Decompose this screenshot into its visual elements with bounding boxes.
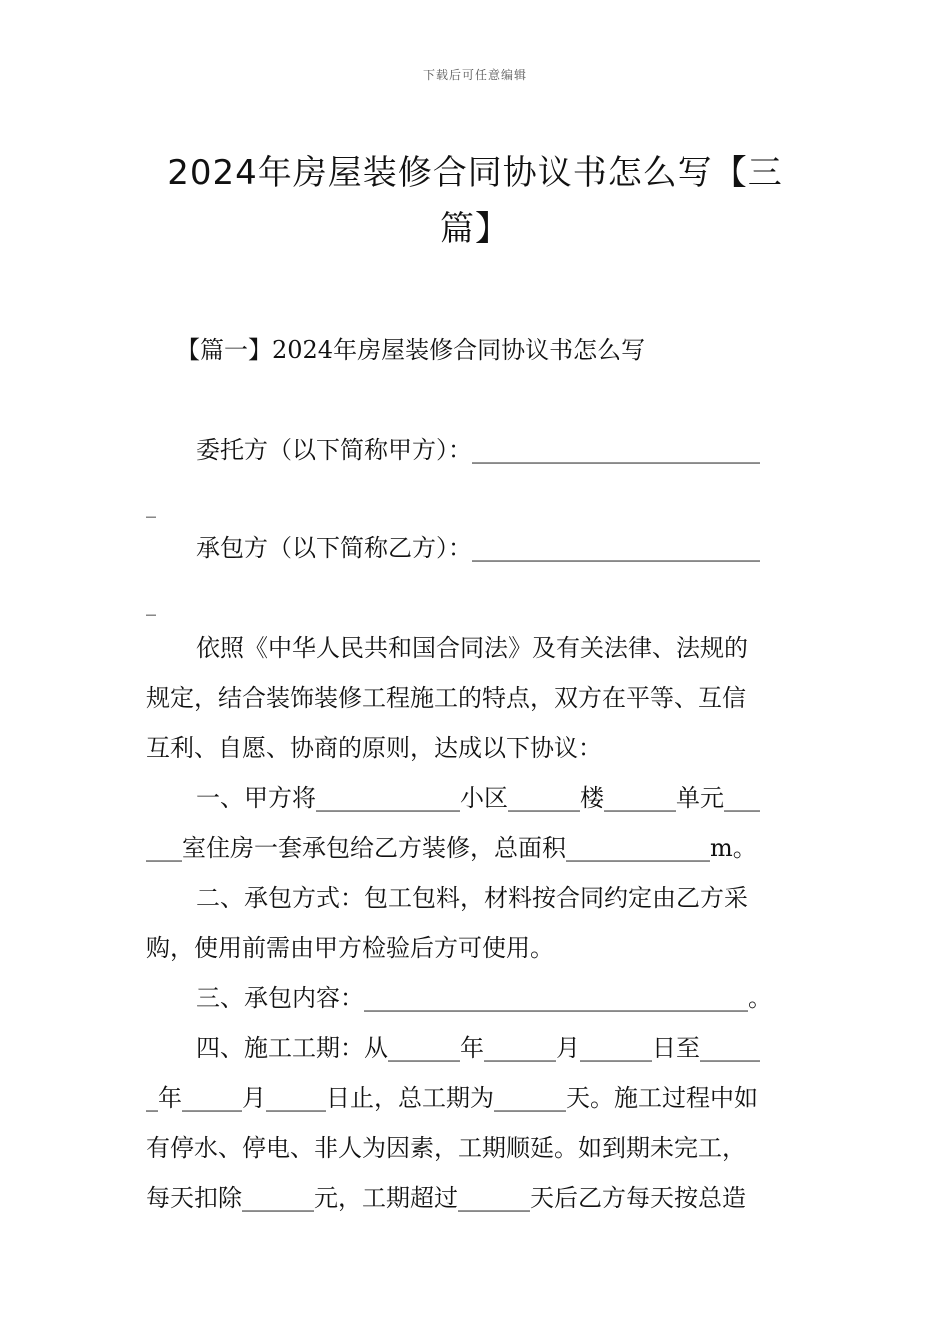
client-line-tail: _ [146, 494, 156, 518]
contractor-line-tail: _ [146, 592, 156, 616]
clause-3-line-1: 三、承包内容：________________________________。 [196, 984, 772, 1012]
title-line-2: 篇】 [440, 208, 510, 249]
paragraph-basis-line-2: 规定，结合装饰装修工程施工的特点，双方在平等、互信 [146, 684, 746, 712]
clause-4-line-4: 每天扣除______元，工期超过______天后乙方每天按总造 [146, 1184, 746, 1212]
client-line: 委托方（以下简称甲方）：________________________ [196, 436, 760, 464]
clause-4-line-2: _年_____月_____日止，总工期为______天。施工过程中如 [146, 1084, 758, 1112]
clause-1-line-1: 一、甲方将____________小区______楼______单元___ [196, 784, 760, 812]
clause-1-line-2: ___室住房一套承包给乙方装修，总面积____________m。 [146, 834, 757, 862]
section-heading: 【篇一】2024年房屋装修合同协议书怎么写 [176, 336, 646, 364]
title-line-1: 2024年房屋装修合同协议书怎么写【三 [167, 152, 783, 193]
paragraph-basis-line-3: 互利、自愿、协商的原则，达成以下协议： [146, 734, 602, 762]
clause-4-line-1: 四、施工工期：从______年______月______日至_____ [196, 1034, 760, 1062]
clause-4-line-3: 有停水、停电、非人为因素，工期顺延。如到期未完工， [146, 1134, 746, 1162]
document-title [160, 145, 790, 257]
contractor-line: 承包方（以下简称乙方）：________________________ [196, 534, 760, 562]
clause-2-line-2: 购，使用前需由甲方检验后方可使用。 [146, 934, 554, 962]
clause-2-line-1: 二、承包方式：包工包料，材料按合同约定由乙方采 [196, 884, 748, 912]
header-note: 下载后可任意编辑 [422, 68, 527, 82]
paragraph-basis-line-1: 依照《中华人民共和国合同法》及有关法律、法规的 [196, 634, 748, 662]
